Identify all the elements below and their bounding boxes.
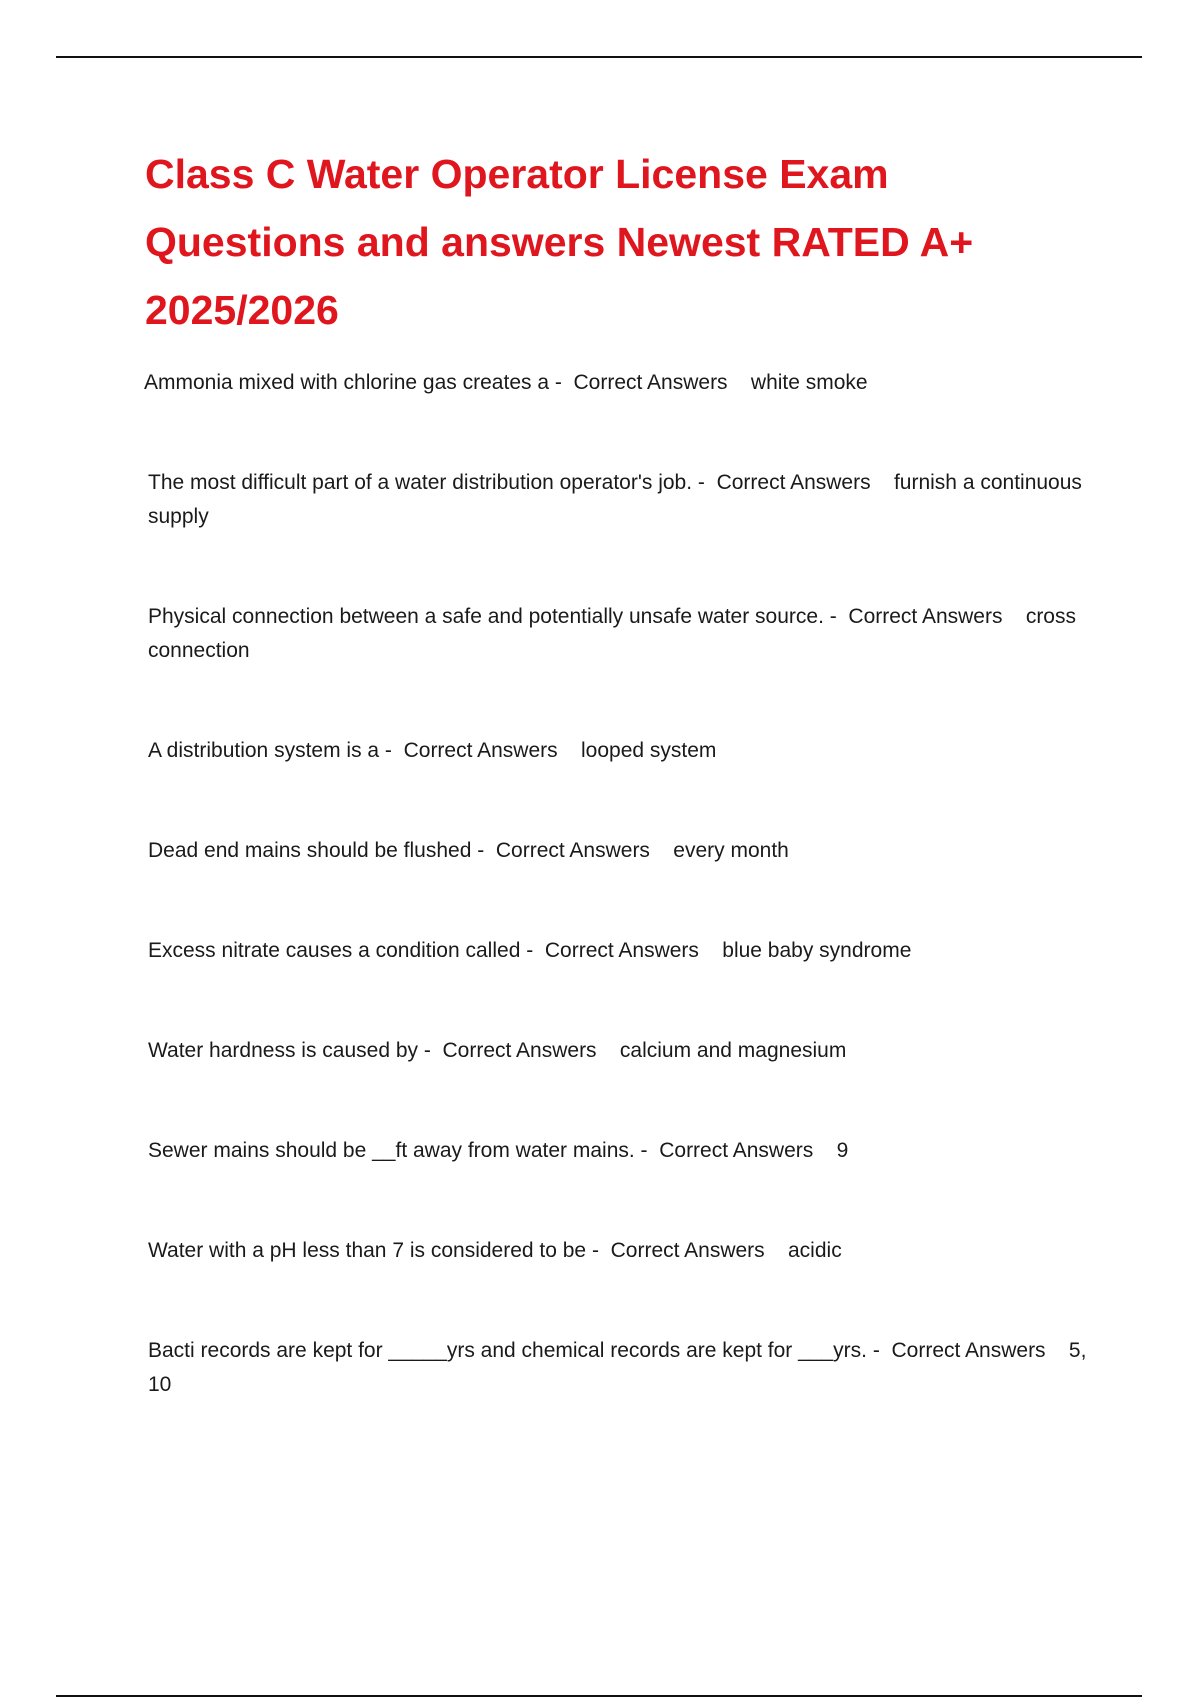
footer-rule [56,1695,1142,1697]
question-text: Dead end mains should be flushed - [148,839,485,862]
qa-item [148,1034,1098,1068]
answer-label: Correct Answers [403,739,558,762]
qa-item [148,1234,1098,1268]
answer-text: looped system [580,739,717,762]
question-text: Sewer mains should be __ft away from water mains. - [148,1139,648,1162]
qa-item [148,1134,1098,1168]
document-title: Class C Water Operator License Exam Questions and answers Newest RATED A+ 2025/2026 [145,151,974,333]
qa-item [148,600,1098,668]
header-rule [56,56,1142,58]
answer-text: calcium and magnesium [619,1039,847,1062]
answer-text: cross connection [148,605,1076,662]
question-text: Ammonia mixed with chlorine gas creates a - [144,371,562,394]
answer-label: Correct Answers [610,1239,765,1262]
answer-text: 5, 10 [148,1339,1087,1396]
answer-text: white smoke [750,371,868,394]
answer-text: acidic [788,1239,842,1262]
answer-label: Correct Answers [442,1039,597,1062]
answer-label: Correct Answers [848,605,1003,628]
answer-label: Correct Answers [716,471,871,494]
qa-item [144,366,1098,400]
answer-text: every month [673,839,789,862]
question-text: Water with a pH less than 7 is considered to be - [148,1239,599,1262]
question-text: Bacti records are kept for _____yrs and chemical records are kept for ___yrs. - [148,1339,880,1362]
question-text: Excess nitrate causes a condition called - [148,939,534,962]
answer-label: Correct Answers [891,1339,1046,1362]
answer-label: Correct Answers [659,1139,814,1162]
qa-list [144,366,1098,1402]
question-text: A distribution system is a - [148,739,392,762]
answer-label: Correct Answers [495,839,650,862]
answer-text: blue baby syndrome [722,939,912,962]
qa-item [148,466,1098,534]
qa-item [148,934,1098,968]
qa-item [148,734,1098,768]
qa-item [148,834,1098,868]
answer-text: furnish a continuous supply [148,471,1082,528]
question-text: Physical connection between a safe and potentially unsafe water source. - [148,605,837,628]
answer-text: 9 [836,1139,849,1162]
question-text: Water hardness is caused by - [148,1039,431,1062]
question-text: The most difficult part of a water distribution operator's job. - [148,471,705,494]
answer-label: Correct Answers [573,371,728,394]
qa-item [148,1334,1098,1402]
answer-label: Correct Answers [544,939,699,962]
